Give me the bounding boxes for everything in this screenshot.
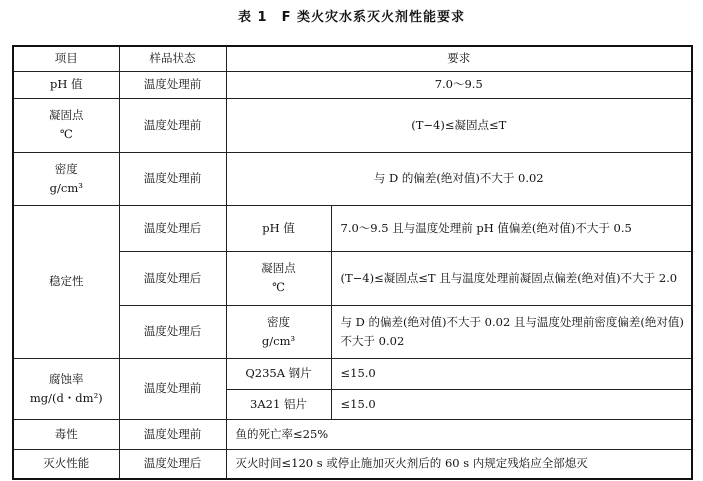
table-row xyxy=(13,205,692,251)
item-extinguishing: 灭火性能 xyxy=(13,449,119,479)
param-cell xyxy=(226,251,331,305)
state-cell: 温度处理后 xyxy=(119,449,226,479)
item-label: 密度 xyxy=(54,161,78,176)
requirement-cell: ≤15.0 xyxy=(331,358,692,389)
header-item: 项目 xyxy=(13,46,119,71)
param-cell: 3A21 铝片 xyxy=(226,389,331,419)
item-unit: ℃ xyxy=(59,127,73,141)
item-unit: g/cm³ xyxy=(49,180,83,195)
state-cell: 温度处理前 xyxy=(119,71,226,98)
header-requirement: 要求 xyxy=(226,46,692,71)
item-ph: pH 值 xyxy=(13,71,119,98)
requirement-cell: 鱼的死亡率≤25% xyxy=(226,419,692,449)
param-cell: pH 值 xyxy=(226,205,331,251)
item-label: 凝固点 xyxy=(49,108,84,122)
requirement-cell: 7.0～9.5 且与温度处理前 pH 值偏差(绝对值)不大于 0.5 xyxy=(331,205,692,251)
table-row xyxy=(13,71,692,98)
state-cell: 温度处理前 xyxy=(119,152,226,205)
param-label: 凝固点 xyxy=(261,261,296,275)
item-freezing-point xyxy=(13,98,119,152)
requirement-cell: (T−4)≤凝固点≤T 且与温度处理前凝固点偏差(绝对值)不大于 2.0 xyxy=(331,251,692,305)
state-cell: 温度处理后 xyxy=(119,251,226,305)
state-cell: 温度处理前 xyxy=(119,419,226,449)
item-density xyxy=(13,152,119,205)
param-cell: Q235A 钢片 xyxy=(226,358,331,389)
performance-table xyxy=(12,45,693,480)
header-row xyxy=(13,46,692,71)
param-unit: ℃ xyxy=(272,280,285,294)
requirement-cell: 7.0～9.5 xyxy=(226,71,692,98)
state-cell: 温度处理后 xyxy=(119,205,226,251)
state-cell: 温度处理后 xyxy=(119,305,226,358)
requirement-cell: 灭火时间≤120 s 或停止施加灭火剂后的 60 s 内规定残焰应全部熄灭 xyxy=(226,449,692,479)
state-cell: 温度处理前 xyxy=(119,358,226,419)
item-corrosion xyxy=(13,358,119,419)
item-stability: 稳定性 xyxy=(13,205,119,358)
table-row xyxy=(13,98,692,152)
param-label: 密度 xyxy=(267,314,290,329)
item-toxicity: 毒性 xyxy=(13,419,119,449)
table-title: 表 1 F 类火灾水系灭火剂性能要求 xyxy=(238,10,465,25)
param-cell xyxy=(226,305,331,358)
table-row xyxy=(13,419,692,449)
requirement-cell: ≤15.0 xyxy=(331,389,692,419)
item-unit: mg/(d・dm²) xyxy=(29,390,103,405)
table-row xyxy=(13,358,692,389)
table-row xyxy=(13,152,692,205)
header-state: 样品状态 xyxy=(119,46,226,71)
table-row xyxy=(13,449,692,479)
requirement-cell: 与 D 的偏差(绝对值)不大于 0.02 且与温度处理前密度偏差(绝对值)不大于 0.02 xyxy=(331,305,692,358)
requirement-cell: 与 D 的偏差(绝对值)不大于 0.02 xyxy=(226,152,692,205)
item-label: 腐蚀率 xyxy=(49,371,84,386)
requirement-cell: (T−4)≤凝固点≤T xyxy=(226,98,692,152)
state-cell: 温度处理前 xyxy=(119,98,226,152)
param-unit: g/cm³ xyxy=(261,333,296,348)
